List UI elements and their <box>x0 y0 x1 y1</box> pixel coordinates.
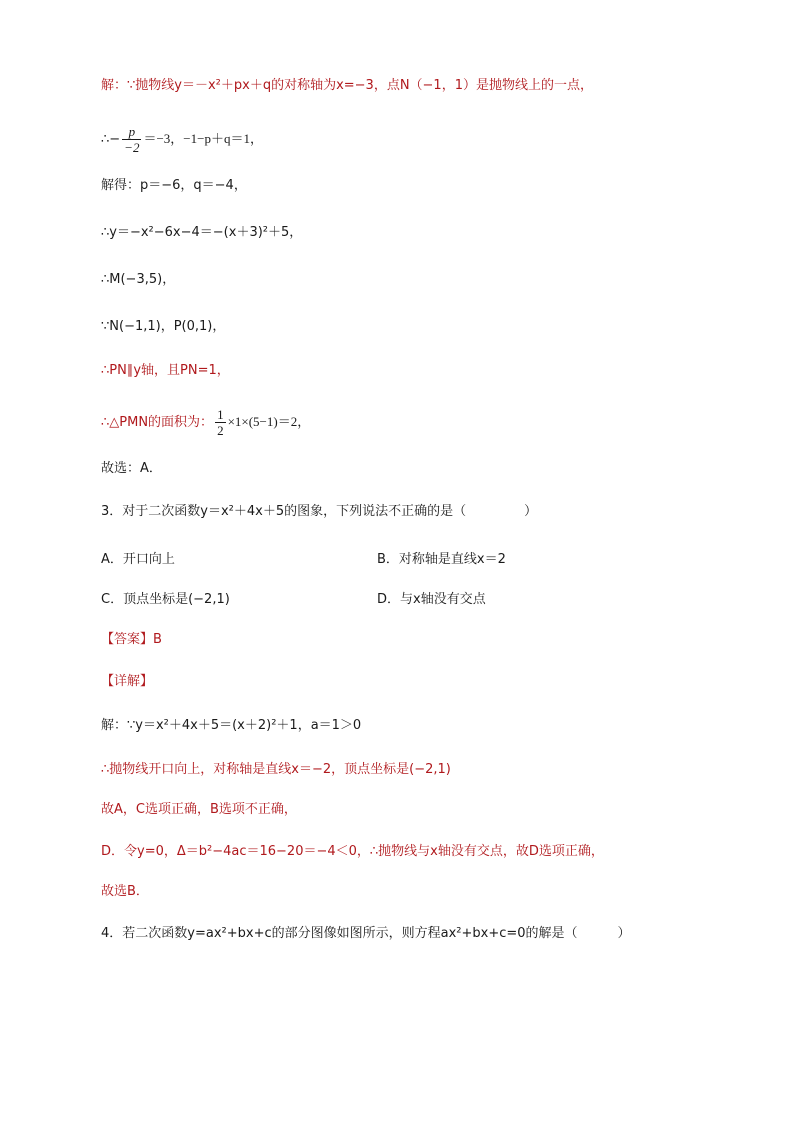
q2-solution-line-1: 解：∵抛物线y＝－x²＋px＋q的对称轴为x=−3，点N（−1，1）是抛物线上的一点， <box>101 78 593 93</box>
q3-detail-header: 【详解】 <box>101 674 154 689</box>
q2-solution-line-6: ∵N(−1,1)，P(0,1)， <box>101 319 226 334</box>
q3-stem <box>101 502 537 522</box>
fraction <box>122 124 141 155</box>
q2-solution-line-3: 解得：p＝−6，q＝−4， <box>101 178 247 193</box>
fraction-denominator: −2 <box>124 140 140 155</box>
fraction-numerator: p <box>122 124 141 140</box>
fraction-numerator: 1 <box>217 407 224 422</box>
q3-option-b: B．对称轴是直线x＝2 <box>377 552 506 567</box>
q3-option-c: C．顶点坐标是(−2,1) <box>101 592 230 607</box>
fraction-denominator: 2 <box>217 423 224 438</box>
q3-solution-line-4: D．令y=0，Δ＝b²−4ac＝16−20＝−4＜0，∴抛物线与x轴没有交点，故D选项正确， <box>101 844 604 859</box>
q3-answer: 【答案】B <box>101 632 162 647</box>
q4-stem-close: ） <box>617 926 631 941</box>
q3-solution-line-3: 故A，C选项正确，B选项不正确， <box>101 802 297 817</box>
q3-solution-line-1: 解：∵y＝x²＋4x＋5＝(x＋2)²＋1，a＝1＞0 <box>101 718 362 733</box>
q3-solution-line-5: 故选B． <box>101 884 149 899</box>
q2-solution-line-8 <box>101 407 310 438</box>
q3-stem-close: ） <box>524 504 538 519</box>
equation-rest: ×1×(5−1)＝2， <box>227 414 311 429</box>
area-label: ∴△PMN的面积为： <box>101 415 214 430</box>
q2-solution-line-4: ∴y＝−x²−6x−4＝−(x＋3)²＋5， <box>101 225 303 240</box>
q3-solution-line-2: ∴抛物线开口向上，对称轴是直线x＝−2，顶点坐标是(−2,1) <box>101 762 451 777</box>
q3-stem-text: 3．对于二次函数y＝x²＋4x＋5的图象，下列说法不正确的是（ <box>101 504 467 519</box>
q2-solution-line-7: ∴PN∥y轴，且PN=1， <box>101 363 230 378</box>
q2-solution-line-5: ∴M(−3,5)， <box>101 272 176 287</box>
q3-option-d: D．与x轴没有交点 <box>377 592 486 607</box>
q2-solution-line-2: ∴− $\frac{p}{-2}$ ＝−3，−1−p＋q＝1， <box>101 124 263 155</box>
equation-rest: ＝−3，−1−p＋q＝1， <box>143 131 263 146</box>
q2-solution-line-9: 故选：A． <box>101 461 162 476</box>
q4-stem <box>101 924 631 944</box>
fraction <box>215 407 226 438</box>
q3-option-a: A．开口向上 <box>101 552 175 567</box>
q4-stem-text: 4．若二次函数y=ax²+bx+c的部分图像如图所示，则方程ax²+bx+c=0的解是（ <box>101 926 578 941</box>
